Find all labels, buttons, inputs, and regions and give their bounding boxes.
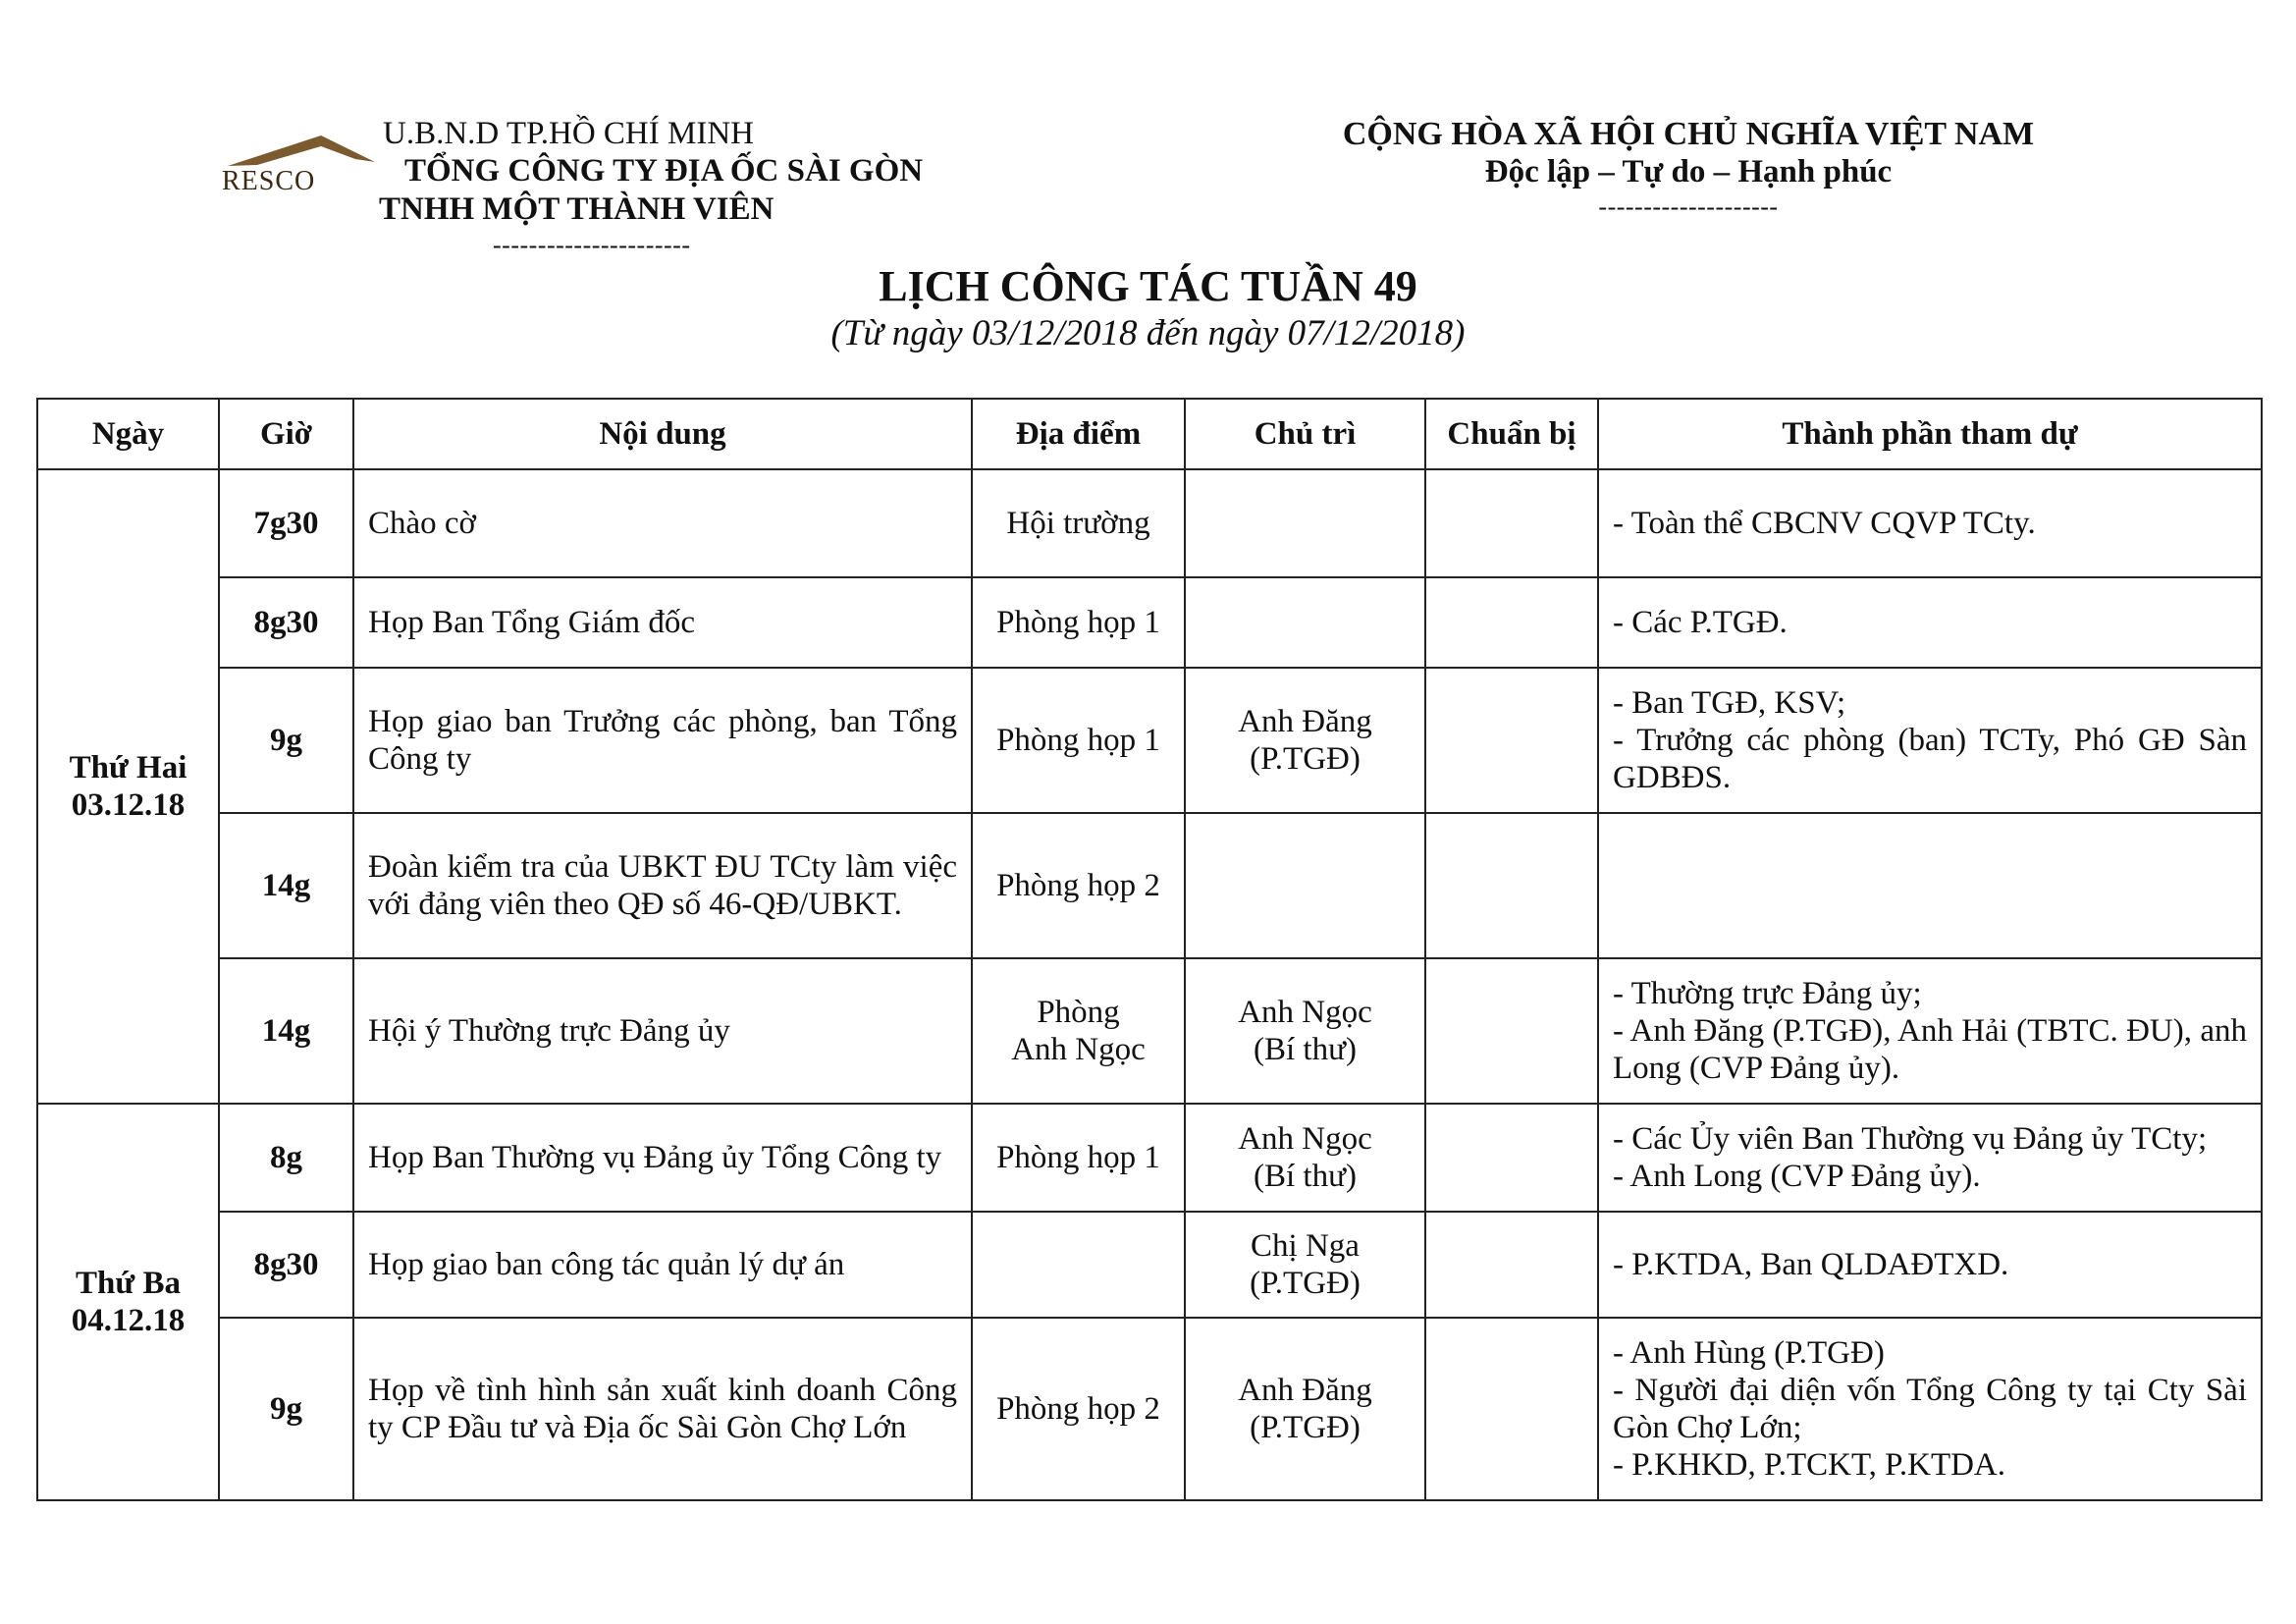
col-header-prep: Chuẩn bị — [1425, 399, 1598, 469]
time-cell: 9g — [219, 668, 353, 813]
prep-cell — [1425, 1104, 1598, 1212]
table-row — [37, 1318, 2262, 1500]
place-cell — [972, 577, 1185, 668]
col-header-chair: Chủ trì — [1185, 399, 1425, 469]
content-cell: Họp giao ban công tác quản lý dự án — [353, 1212, 972, 1318]
prep-cell — [1425, 469, 1598, 577]
place-cell-line: Phòng họp 2 — [996, 1391, 1160, 1427]
content-cell: Họp về tình hình sản xuất kinh doanh Công ty CP Đầu tư và Địa ốc Sài Gòn Chợ Lớn — [353, 1318, 972, 1500]
place-cell — [972, 813, 1185, 958]
org-line-2: TỔNG CÔNG TY ĐỊA ỐC SÀI GÒN — [404, 153, 924, 189]
attendees-cell-line: - Anh Long (CVP Đảng ủy). — [1613, 1159, 1981, 1194]
chair-cell — [1185, 813, 1425, 958]
attendees-cell — [1598, 668, 2262, 813]
attendees-cell — [1598, 469, 2262, 577]
logo-text: RESCO — [222, 166, 316, 193]
day-date: 03.12.18 — [71, 787, 186, 823]
place-cell — [972, 1104, 1185, 1212]
page-subtitle: (Từ ngày 03/12/2018 đến ngày 07/12/2018) — [830, 313, 1466, 353]
table-row — [37, 668, 2262, 813]
chair-cell-line: (Bí thư) — [1254, 1032, 1357, 1067]
chair-cell — [1185, 1212, 1425, 1318]
chair-cell — [1185, 668, 1425, 813]
chair-cell — [1185, 1104, 1425, 1212]
national-divider: -------------------- — [1598, 192, 1779, 221]
chair-cell — [1185, 577, 1425, 668]
attendees-cell-line: - Các P.TGĐ. — [1613, 605, 1788, 640]
attendees-cell-line: - Anh Đăng (P.TGĐ), Anh Hải (TBTC. ĐU), anh Long (CVP Đảng ủy). — [1613, 1013, 2247, 1086]
time-cell: 8g — [219, 1104, 353, 1212]
table-row — [37, 958, 2262, 1104]
resco-logo — [218, 133, 385, 193]
place-cell-line: Phòng họp 1 — [996, 723, 1160, 758]
content-cell: Hội ý Thường trực Đảng ủy — [353, 958, 972, 1104]
col-header-attendees: Thành phần tham dự — [1598, 399, 2262, 469]
place-cell-line: Hội trường — [1006, 506, 1150, 541]
time-cell: 14g — [219, 813, 353, 958]
day-cell — [37, 1104, 219, 1500]
attendees-cell — [1598, 1104, 2262, 1212]
prep-cell — [1425, 577, 1598, 668]
prep-cell — [1425, 1318, 1598, 1500]
attendees-cell-line: - Trưởng các phòng (ban) TCTy, Phó GĐ Sàn GDBĐS. — [1613, 723, 2247, 795]
place-cell-line: Phòng họp 2 — [996, 868, 1160, 903]
org-line-3: TNHH MỘT THÀNH VIÊN — [379, 191, 774, 227]
time-cell: 7g30 — [219, 469, 353, 577]
attendees-cell-line: - Thường trực Đảng ủy; — [1613, 976, 1922, 1011]
col-header-place: Địa điểm — [972, 399, 1185, 469]
chair-cell-line: Anh Đăng — [1238, 704, 1372, 739]
time-cell: 9g — [219, 1318, 353, 1500]
time-cell: 8g30 — [219, 1212, 353, 1318]
org-divider: ---------------------- — [493, 231, 691, 259]
place-cell — [972, 668, 1185, 813]
table-row — [37, 813, 2262, 958]
attendees-cell — [1598, 958, 2262, 1104]
prep-cell — [1425, 813, 1598, 958]
attendees-cell-line: - Ban TGĐ, KSV; — [1613, 685, 1846, 721]
schedule-table — [36, 398, 2263, 1501]
place-cell — [972, 469, 1185, 577]
table-row — [37, 1104, 2262, 1212]
col-header-time: Giờ — [219, 399, 353, 469]
chair-cell — [1185, 469, 1425, 577]
chair-cell-line: Chị Nga — [1251, 1228, 1360, 1264]
content-cell: Họp Ban Tổng Giám đốc — [353, 577, 972, 668]
prep-cell — [1425, 668, 1598, 813]
place-cell-line: Phòng — [1037, 995, 1120, 1030]
place-cell — [972, 1212, 1185, 1318]
chair-cell-line: Anh Đăng — [1238, 1373, 1372, 1408]
national-motto-1: CỘNG HÒA XÃ HỘI CHỦ NGHĨA VIỆT NAM — [1342, 116, 2035, 152]
chair-cell-line: (P.TGĐ) — [1250, 1410, 1361, 1445]
national-header — [1296, 116, 2081, 224]
chair-cell — [1185, 958, 1425, 1104]
table-row — [37, 577, 2262, 668]
col-header-content: Nội dung — [353, 399, 972, 469]
place-cell-line: Phòng họp 1 — [996, 1140, 1160, 1175]
chair-cell-line: Anh Ngọc — [1238, 1121, 1372, 1157]
day-cell — [37, 469, 219, 1104]
col-header-day: Ngày — [37, 399, 219, 469]
content-cell: Chào cờ — [353, 469, 972, 577]
attendees-cell — [1598, 813, 2262, 958]
attendees-cell-line: - Toàn thể CBCNV CQVP TCty. — [1613, 506, 2036, 541]
table-header-row — [37, 399, 2262, 469]
attendees-cell-line: - Các Ủy viên Ban Thường vụ Đảng ủy TCty; — [1613, 1121, 2208, 1157]
day-name: Thứ Hai — [69, 750, 187, 785]
content-cell: Họp giao ban Trưởng các phòng, ban Tổng Công ty — [353, 668, 972, 813]
time-cell: 14g — [219, 958, 353, 1104]
chair-cell-line: (Bí thư) — [1254, 1159, 1357, 1194]
prep-cell — [1425, 1212, 1598, 1318]
attendees-cell — [1598, 1212, 2262, 1318]
table-row — [37, 1212, 2262, 1318]
content-cell: Họp Ban Thường vụ Đảng ủy Tổng Công ty — [353, 1104, 972, 1212]
time-cell: 8g30 — [219, 577, 353, 668]
attendees-cell — [1598, 1318, 2262, 1500]
chair-cell-line: (P.TGĐ) — [1250, 741, 1361, 777]
place-cell-line: Anh Ngọc — [1011, 1032, 1146, 1067]
day-name: Thứ Ba — [76, 1266, 181, 1301]
national-motto-2: Độc lập – Tự do – Hạnh phúc — [1484, 154, 1893, 189]
place-cell — [972, 958, 1185, 1104]
prep-cell — [1425, 958, 1598, 1104]
org-line-1: U.B.N.D TP.HỒ CHÍ MINH — [383, 116, 755, 151]
table-row — [37, 469, 2262, 577]
chair-cell-line: (P.TGĐ) — [1250, 1266, 1361, 1301]
attendees-cell-line: - Anh Hùng (P.TGĐ) — [1613, 1335, 1885, 1371]
place-cell-line: Phòng họp 1 — [996, 605, 1160, 640]
place-cell — [972, 1318, 1185, 1500]
attendees-cell-line: - P.KTDA, Ban QLDAĐTXD. — [1613, 1247, 2009, 1282]
chair-cell — [1185, 1318, 1425, 1500]
attendees-cell-line: - P.KHKD, P.TCKT, P.KTDA. — [1613, 1447, 2006, 1483]
page-title: LỊCH CÔNG TÁC TUẦN 49 — [879, 262, 1417, 310]
content-cell: Đoàn kiểm tra của UBKT ĐU TCty làm việc với đảng viên theo QĐ số 46-QĐ/UBKT. — [353, 813, 972, 958]
chair-cell-line: Anh Ngọc — [1238, 995, 1372, 1030]
attendees-cell — [1598, 577, 2262, 668]
day-date: 04.12.18 — [71, 1303, 186, 1338]
attendees-cell-line: - Người đại diện vốn Tổng Công ty tại Cty Sài Gòn Chợ Lớn; — [1613, 1373, 2247, 1445]
